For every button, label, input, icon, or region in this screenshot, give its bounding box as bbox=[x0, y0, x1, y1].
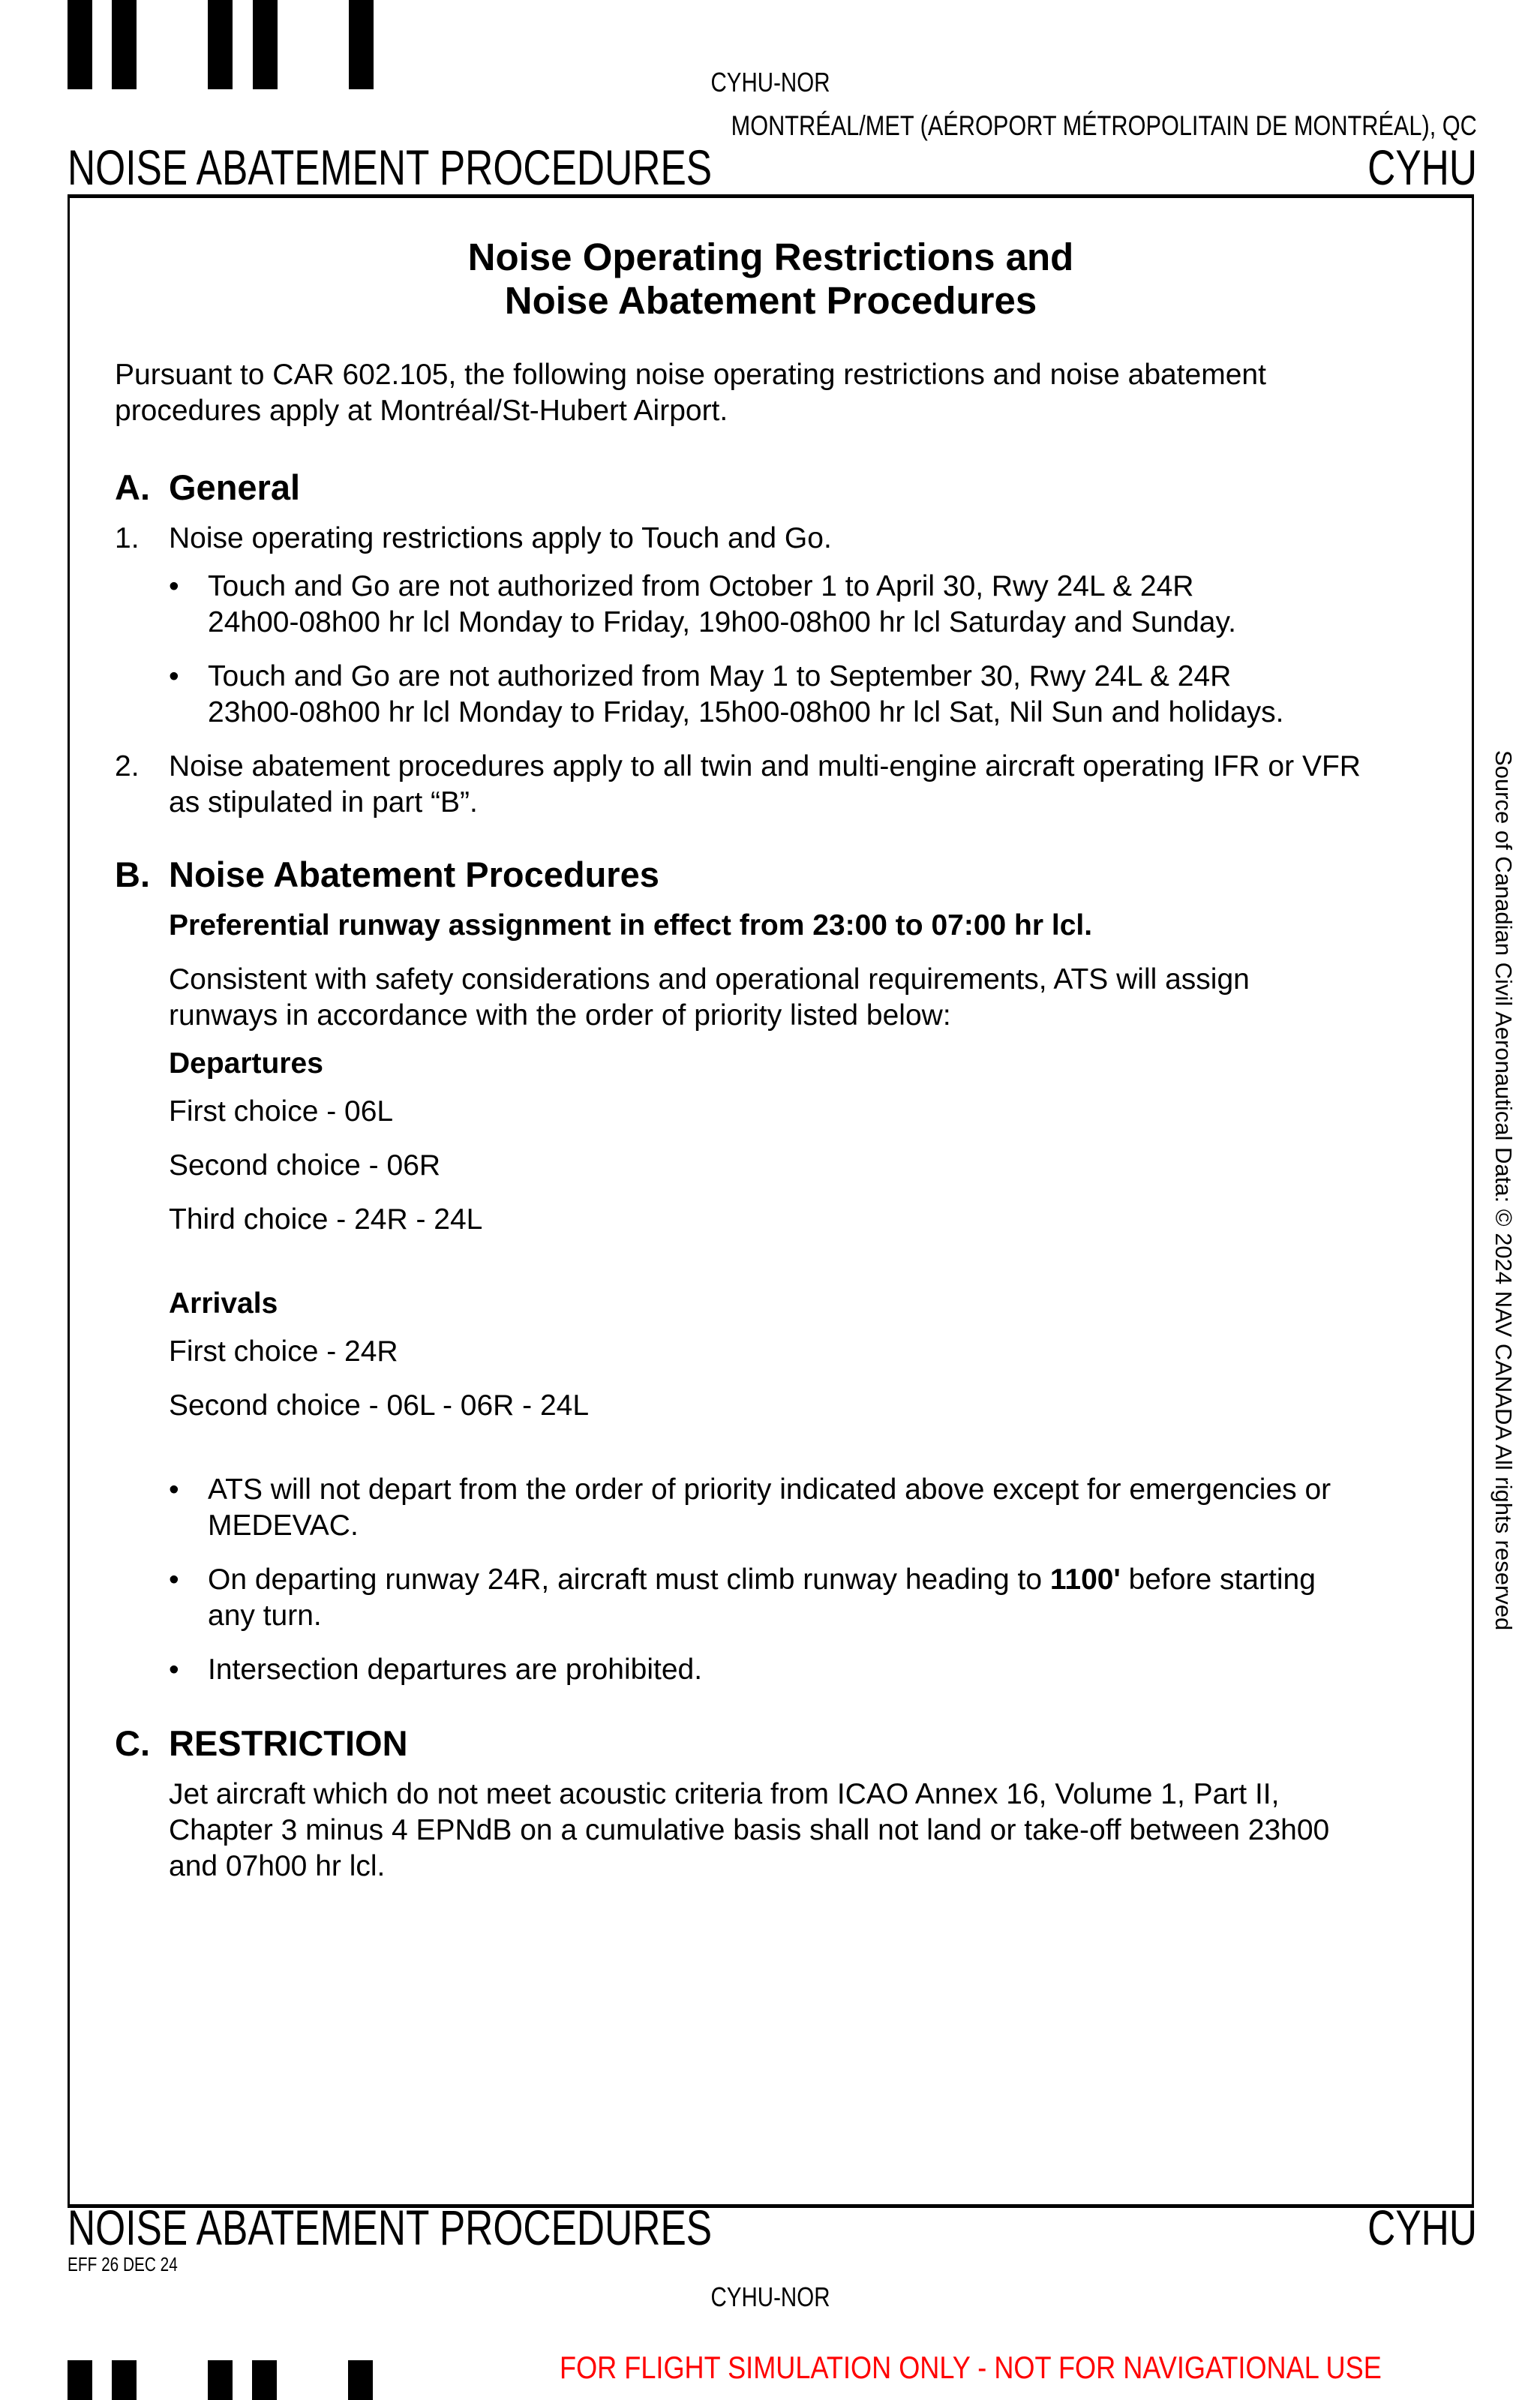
intro-paragraph bbox=[115, 357, 1435, 429]
arrivals-heading bbox=[169, 1286, 278, 1322]
bullet-line: 23h00-08h00 hr lcl Monday to Friday, 15h00-08h00 hr lcl Sat, Nil Sun and holidays. bbox=[208, 696, 1284, 728]
bullet-icon: • bbox=[169, 570, 179, 602]
barcode-bar bbox=[112, 2360, 137, 2400]
altitude-value: 1100' bbox=[1049, 1563, 1121, 1596]
bullet-text: before starting bbox=[1120, 1563, 1316, 1596]
bullet-line: Touch and Go are not authorized from October 1 to April 30, Rwy 24L & 24R bbox=[208, 570, 1194, 602]
bullet-icon: • bbox=[169, 1563, 179, 1596]
airport-name-text: MONTRÉAL/MET (AÉROPORT MÉTROPOLITAIN DE MONTRÉAL), QC bbox=[731, 110, 1477, 141]
barcode-bar bbox=[252, 2360, 277, 2400]
bullet-line: any turn. bbox=[208, 1599, 322, 1632]
preferential-runway-note bbox=[169, 908, 1444, 944]
section-b-letter: B. bbox=[115, 855, 150, 894]
preferential-text: Preferential runway assignment in effect from 23:00 to 07:00 hr lcl. bbox=[169, 909, 1093, 942]
airport-code-top bbox=[1337, 141, 1477, 194]
bullet-icon: • bbox=[169, 660, 179, 692]
item-line: as stipulated in part “B”. bbox=[169, 786, 478, 819]
departure-choice-text: Second choice - 06R bbox=[169, 1149, 441, 1182]
arrival-choice-text: First choice - 24R bbox=[169, 1335, 398, 1368]
chart-id-bottom bbox=[0, 2282, 1540, 2312]
simulation-disclaimer bbox=[560, 2350, 1515, 2386]
title-line-2: Noise Abatement Procedures bbox=[504, 279, 1037, 322]
procedures-box bbox=[68, 194, 1474, 2208]
restriction-line: Chapter 3 minus 4 EPNdB on a cumulative basis shall not land or take-off between 23h00 bbox=[169, 1814, 1330, 1846]
bullet-line bbox=[208, 1562, 1453, 1598]
section-title-bottom-text: NOISE ABATEMENT PROCEDURES bbox=[68, 2200, 713, 2255]
barcode-bar bbox=[208, 2360, 233, 2400]
arrival-choice bbox=[169, 1388, 589, 1424]
item-text: Noise operating restrictions apply to Touch and Go. bbox=[169, 522, 832, 554]
departure-choice bbox=[169, 1202, 482, 1238]
effective-date-text: EFF 26 DEC 24 bbox=[68, 2253, 178, 2275]
section-title-bottom bbox=[68, 2201, 893, 2254]
airport-code-bottom-text: CYHU bbox=[1367, 2200, 1477, 2255]
departures-heading-text: Departures bbox=[169, 1047, 323, 1080]
chart-id-bottom-text: CYHU-NOR bbox=[710, 2281, 830, 2312]
restriction-line: and 07h00 hr lcl. bbox=[169, 1850, 386, 1882]
departures-heading bbox=[169, 1046, 323, 1082]
section-title-top bbox=[68, 141, 893, 194]
copyright-text: Source of Canadian Civil Aeronautical Data: © 2024 NAV CANADA All rights reserved bbox=[1490, 750, 1517, 1631]
barcode-bar bbox=[68, 2360, 92, 2400]
item-number: 1. bbox=[115, 522, 140, 554]
bullet-line: Touch and Go are not authorized from May 1 to September 30, Rwy 24L & 24R bbox=[208, 660, 1232, 692]
consistent-line-2: runways in accordance with the order of priority listed below: bbox=[169, 999, 951, 1032]
bullet-line: MEDEVAC. bbox=[208, 1509, 359, 1542]
bullet-line: 24h00-08h00 hr lcl Monday to Friday, 19h00-08h00 hr lcl Saturday and Sunday. bbox=[208, 606, 1236, 638]
barcode-bar bbox=[348, 2360, 373, 2400]
restriction-paragraph bbox=[169, 1777, 1459, 1885]
bullet-icon: • bbox=[169, 1473, 179, 1506]
document-title bbox=[70, 236, 1472, 323]
section-b-title: Noise Abatement Procedures bbox=[169, 855, 659, 894]
airport-code-bottom bbox=[1337, 2201, 1477, 2254]
bullet-line: ATS will not depart from the order of priority indicated above except for emergencies or bbox=[208, 1473, 1331, 1506]
intro-line-2: procedures apply at Montréal/St-Hubert Airport. bbox=[115, 395, 728, 427]
item-number: 2. bbox=[115, 750, 140, 782]
bullet-icon: • bbox=[169, 1654, 179, 1686]
section-a-letter: A. bbox=[115, 467, 150, 507]
consistent-line-1: Consistent with safety considerations and operational requirements, ATS will assign bbox=[169, 963, 1250, 996]
copyright-vertical-text bbox=[1489, 750, 1517, 1630]
bullet-text: On departing runway 24R, aircraft must climb runway heading to bbox=[208, 1563, 1050, 1596]
arrivals-heading-text: Arrivals bbox=[169, 1287, 278, 1320]
section-c-letter: C. bbox=[115, 1723, 150, 1763]
intro-line-1: Pursuant to CAR 602.105, the following noise operating restrictions and noise abatement bbox=[115, 359, 1266, 391]
departure-choice bbox=[169, 1148, 440, 1184]
title-line-1: Noise Operating Restrictions and bbox=[467, 236, 1074, 278]
restriction-line: Jet aircraft which do not meet acoustic criteria from ICAO Annex 16, Volume 1, Part II, bbox=[169, 1778, 1280, 1810]
departure-choice-text: Third choice - 24R - 24L bbox=[169, 1203, 483, 1236]
section-c-title: RESTRICTION bbox=[169, 1723, 408, 1763]
consistent-paragraph bbox=[169, 962, 1444, 1034]
airport-code-top-text: CYHU bbox=[1367, 140, 1477, 195]
airport-name bbox=[578, 110, 1477, 142]
simulation-disclaimer-text: FOR FLIGHT SIMULATION ONLY - NOT FOR NAVIGATIONAL USE bbox=[560, 2350, 1382, 2385]
departure-choice bbox=[169, 1094, 393, 1130]
arrival-choice bbox=[169, 1334, 398, 1370]
arrival-choice-text: Second choice - 06L - 06R - 24L bbox=[169, 1389, 590, 1422]
chart-id-top-text: CYHU-NOR bbox=[710, 67, 830, 98]
departure-choice-text: First choice - 06L bbox=[169, 1095, 394, 1128]
item-line: Noise abatement procedures apply to all twin and multi-engine aircraft operating IFR or VFR bbox=[169, 750, 1361, 782]
chart-id-top bbox=[0, 68, 1540, 98]
effective-date bbox=[68, 2254, 206, 2275]
section-a-title: General bbox=[169, 467, 301, 507]
bullet-line: Intersection departures are prohibited. bbox=[208, 1654, 703, 1686]
section-title-top-text: NOISE ABATEMENT PROCEDURES bbox=[68, 140, 713, 195]
